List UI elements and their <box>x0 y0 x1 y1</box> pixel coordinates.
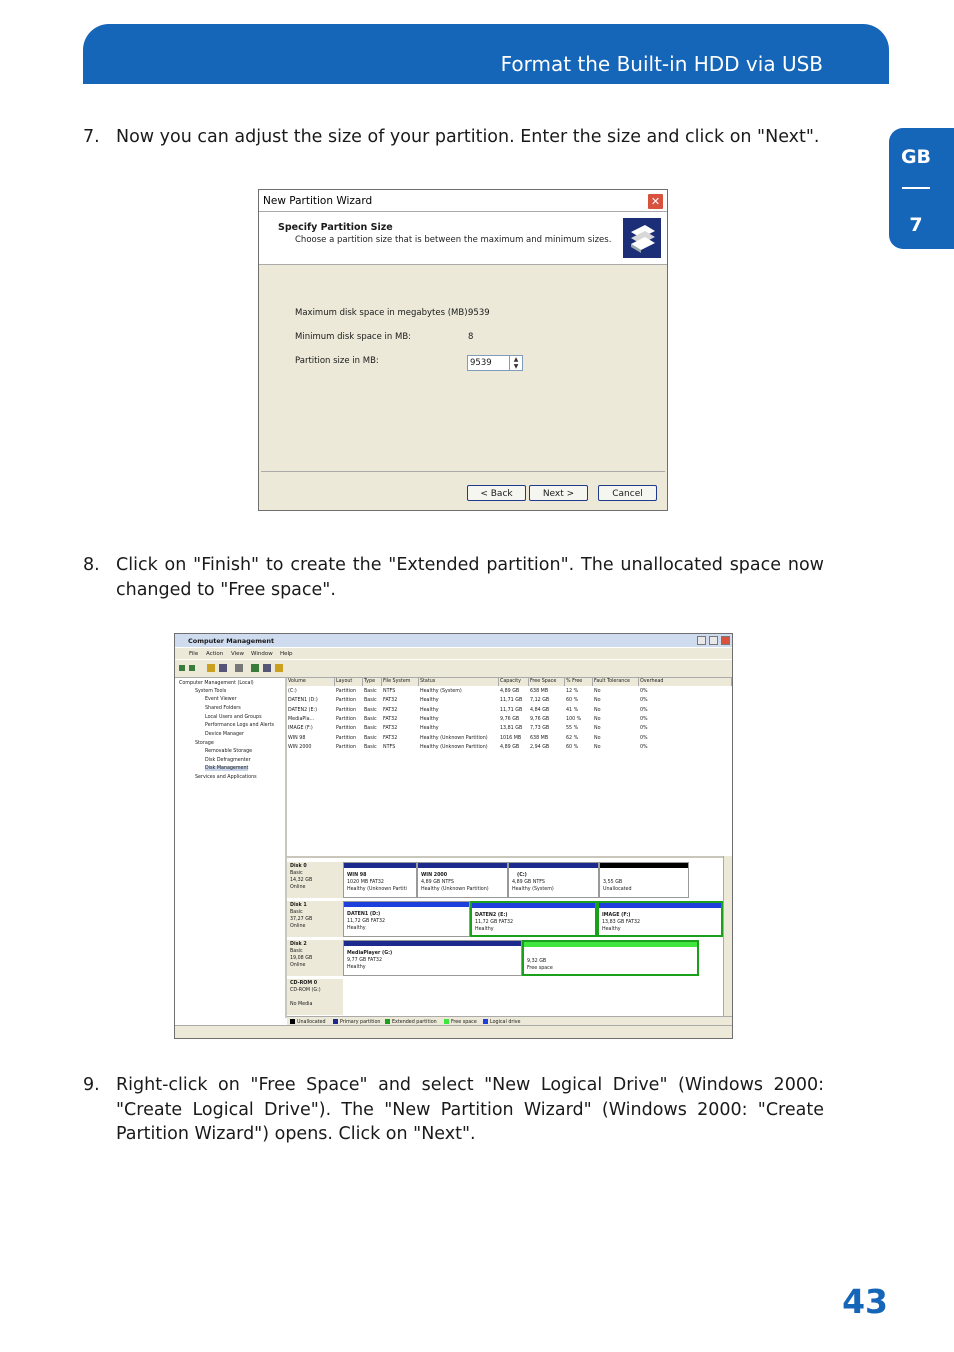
disk-name: CD-ROM 0 <box>290 981 318 986</box>
page-header <box>83 24 889 84</box>
partition-info: 11,72 GB FAT32 <box>475 920 514 925</box>
tree-item[interactable]: Performance Logs and Alerts <box>205 723 274 728</box>
partition-size-input[interactable]: 9539 <box>470 358 492 368</box>
table-cell: Healthy <box>420 698 439 704</box>
table-cell: Partition <box>336 707 356 713</box>
table-cell: 2,94 GB <box>530 744 550 750</box>
tree-item[interactable]: System Tools <box>195 689 227 694</box>
table-cell: 12 % <box>566 689 579 694</box>
table-cell: Partition <box>336 735 356 741</box>
col-header[interactable]: Overhead <box>639 678 732 686</box>
legend-swatch <box>444 1019 449 1024</box>
partition-name: (C:) <box>517 873 527 878</box>
partition-info: 11,72 GB FAT32 <box>347 919 386 924</box>
partition-bar <box>344 863 416 868</box>
table-cell: FAT32 <box>383 707 398 713</box>
partition-info: 13,83 GB FAT32 <box>602 920 641 925</box>
legend-swatch <box>333 1019 338 1024</box>
step-text: Click on "Finish" to create the "Extended partition". The unallocated space now changed to "Free space". <box>116 555 824 600</box>
col-header[interactable]: Status <box>419 678 499 686</box>
col-header[interactable]: Fault Tolerance <box>593 678 639 686</box>
partition-unallocated[interactable] <box>599 862 689 898</box>
partition-mediaplayer[interactable] <box>343 940 522 976</box>
partition-name: DATEN2 (E:) <box>475 913 508 918</box>
partition-bar <box>509 863 598 868</box>
partition-free-space[interactable] <box>522 940 699 976</box>
disk-state: No Media <box>290 1002 313 1007</box>
wizard-subheading: Choose a partition size that is between the maximum and minimum sizes. <box>295 235 612 245</box>
table-cell: Healthy <box>420 716 439 722</box>
disk-state: Online <box>290 963 306 968</box>
disk-graph <box>287 856 724 1018</box>
tree-item[interactable]: Computer Management (Local) <box>179 681 254 686</box>
table-cell: NTFS <box>383 689 396 694</box>
partition-status: Healthy (System) <box>512 887 554 892</box>
menu-help[interactable]: Help <box>280 651 293 657</box>
table-cell: 11,71 GB <box>500 698 523 704</box>
table-cell: No <box>594 744 601 750</box>
divider <box>261 471 665 472</box>
legend-label: Extended partition <box>392 1020 437 1025</box>
partition-info: 3,55 GB <box>603 880 623 885</box>
tree-item[interactable]: Local Users and Groups <box>205 715 262 720</box>
disk-size: 14,32 GB <box>290 878 313 883</box>
tree-item[interactable]: Storage <box>195 741 214 746</box>
partition-bar <box>600 863 688 868</box>
table-cell: Healthy (Unknown Partition) <box>420 735 488 741</box>
table-cell: FAT32 <box>383 726 398 732</box>
table-cell: 4,89 GB <box>500 744 520 750</box>
col-header[interactable]: Volume <box>287 678 335 686</box>
max-size-value: 9539 <box>468 308 490 318</box>
table-cell: 62 % <box>566 735 579 741</box>
col-header[interactable]: Capacity <box>499 678 529 686</box>
vertical-scrollbar[interactable] <box>723 856 732 1016</box>
min-size-label: Minimum disk space in MB: <box>295 332 412 342</box>
partition-bar <box>418 863 507 868</box>
table-cell: 11,71 GB <box>500 707 523 713</box>
disk-label-0 <box>287 862 343 898</box>
legend-swatch <box>385 1019 390 1024</box>
table-cell: 13,81 GB <box>500 726 523 732</box>
disk-label-1 <box>287 901 343 937</box>
table-cell: No <box>594 689 601 694</box>
disk-label-2 <box>287 940 343 976</box>
language-label: GB <box>900 146 932 168</box>
partition-status: Healthy (Unknown Partition) <box>421 887 489 892</box>
table-cell: No <box>594 707 601 713</box>
cm-titlebar <box>175 634 732 647</box>
close-icon[interactable] <box>721 636 730 645</box>
max-size-label: Maximum disk space in megabytes (MB): <box>295 308 471 318</box>
partition-status: Healthy <box>347 965 366 970</box>
partition-bar <box>472 903 595 908</box>
col-header[interactable]: Layout <box>335 678 363 686</box>
legend-swatch <box>483 1019 488 1024</box>
volume-table <box>287 678 732 856</box>
table-cell: FAT32 <box>383 716 398 722</box>
tree-item[interactable]: Device Manager <box>205 732 244 737</box>
partition-status: Healthy (Unknown Partiti <box>347 887 407 892</box>
page-number: 43 <box>842 1282 888 1321</box>
cm-menubar <box>175 648 732 659</box>
step-number: 7. <box>83 127 100 147</box>
table-cell: FAT32 <box>383 698 398 704</box>
table-cell: Partition <box>336 716 356 722</box>
table-cell: 7,73 GB <box>530 726 550 732</box>
step-9 <box>83 1073 824 1147</box>
table-cell: Partition <box>336 698 356 704</box>
legend-label: Logical drive <box>490 1020 521 1025</box>
table-cell: FAT32 <box>383 735 398 741</box>
tree-item[interactable]: Disk Defragmenter <box>205 758 251 763</box>
disk-stack-icon <box>623 218 661 258</box>
table-cell: DATEN1 (D:) <box>288 698 318 704</box>
partition-info: 4,89 GB NTFS <box>421 880 454 885</box>
disk-state: Online <box>290 885 306 890</box>
partition-size-label: Partition size in MB: <box>295 356 379 366</box>
disk-type: CD-ROM (G:) <box>290 988 321 993</box>
partition-info: 9,77 GB FAT32 <box>347 958 382 963</box>
chapter-number: 7 <box>909 214 923 236</box>
table-row[interactable] <box>287 698 732 706</box>
table-cell: 0% <box>640 735 648 741</box>
table-cell: 60 % <box>566 744 579 750</box>
partition-bar <box>524 942 697 947</box>
table-cell: Basic <box>364 698 377 704</box>
table-cell: 7,12 GB <box>530 698 550 704</box>
table-cell: 0% <box>640 707 648 713</box>
cm-tree <box>175 678 287 1018</box>
tree-item[interactable]: Removable Storage <box>205 749 253 754</box>
partition-bar <box>599 903 721 908</box>
partition-name: WIN 98 <box>347 873 367 878</box>
table-cell: 4,89 GB <box>500 689 520 694</box>
maximize-icon[interactable] <box>709 636 718 645</box>
col-header[interactable]: % Free <box>565 678 593 686</box>
menu-action[interactable]: Action <box>206 651 224 657</box>
tree-item-selected[interactable]: Disk Management <box>205 766 249 771</box>
wizard-titlebar <box>259 190 667 212</box>
table-cell: Healthy (Unknown Partition) <box>420 744 488 750</box>
table-cell: 0% <box>640 744 648 750</box>
table-cell: 41 % <box>566 707 579 713</box>
table-cell: 0% <box>640 716 648 722</box>
wizard-title: New Partition Wizard <box>263 195 373 207</box>
tree-item[interactable]: Event Viewer <box>205 697 237 702</box>
back-button[interactable]: < Back <box>467 485 526 501</box>
tree-item[interactable]: Shared Folders <box>205 706 241 711</box>
table-cell: Basic <box>364 735 377 741</box>
table-cell: No <box>594 735 601 741</box>
cm-toolbar <box>175 660 732 678</box>
next-button[interactable]: Next > <box>529 485 588 501</box>
partition-status: Healthy <box>602 927 621 932</box>
partition-info: 1020 MB FAT32 <box>347 880 384 885</box>
table-cell: Partition <box>336 726 356 732</box>
minimize-icon[interactable] <box>697 636 706 645</box>
disk-name: Disk 0 <box>290 864 307 869</box>
partition-name: WIN 2000 <box>421 873 448 878</box>
partition-status: Healthy <box>347 926 366 931</box>
table-cell: Healthy (System) <box>420 689 462 694</box>
col-header[interactable]: File System <box>382 678 419 686</box>
table-cell: 638 MB <box>530 735 549 741</box>
table-cell: No <box>594 726 601 732</box>
partition-daten2[interactable] <box>470 901 597 937</box>
table-cell: WIN 98 <box>288 735 306 741</box>
table-cell: 9,76 GB <box>500 716 520 722</box>
disk-name: Disk 2 <box>290 942 307 947</box>
table-cell: 0% <box>640 726 648 732</box>
disk-type: Basic <box>290 910 303 915</box>
table-cell: Basic <box>364 744 377 750</box>
table-cell: 0% <box>640 698 648 704</box>
table-row[interactable] <box>287 726 732 734</box>
wizard-heading: Specify Partition Size <box>278 222 393 233</box>
disk-state: Online <box>290 924 306 929</box>
table-cell: Partition <box>336 744 356 750</box>
cancel-button[interactable]: Cancel <box>598 485 657 501</box>
wizard-header <box>259 212 667 265</box>
legend-swatch <box>290 1019 295 1024</box>
table-row[interactable] <box>287 689 732 697</box>
table-cell: (C:) <box>288 689 297 694</box>
table-cell: 100 % <box>566 716 582 722</box>
partition-image[interactable] <box>597 901 723 937</box>
menu-view[interactable]: View <box>231 651 245 657</box>
disk-type: Basic <box>290 949 303 954</box>
col-header[interactable]: Type <box>363 678 382 686</box>
partition-info: 9,32 GB <box>527 959 547 964</box>
table-cell: 0% <box>640 689 648 694</box>
col-header[interactable]: Free Space <box>529 678 565 686</box>
menu-file[interactable]: File <box>189 651 199 657</box>
partition-status: Healthy <box>475 927 494 932</box>
partition-status: Unallocated <box>603 887 632 892</box>
tab-divider <box>902 187 930 189</box>
cm-title: Computer Management <box>188 637 275 645</box>
table-cell: 60 % <box>566 698 579 704</box>
disk-size: 19,08 GB <box>290 956 313 961</box>
legend-label: Free space <box>451 1020 477 1025</box>
table-cell: 638 MB <box>530 689 549 694</box>
table-cell: WIN 2000 <box>288 744 312 750</box>
partition-bar <box>344 902 469 907</box>
partition-daten1[interactable] <box>343 901 470 937</box>
table-row[interactable] <box>287 717 732 725</box>
partition-name: DATEN1 (D:) <box>347 912 381 917</box>
disk-label-cdrom <box>287 979 343 1015</box>
partition-status: Free space <box>527 966 553 971</box>
table-cell: DATEN2 (E:) <box>288 707 318 713</box>
step-number: 9. <box>83 1075 100 1095</box>
step-number: 8. <box>83 555 100 575</box>
table-cell: 1016 MB <box>500 735 522 741</box>
table-cell: Basic <box>364 689 377 694</box>
table-cell: NTFS <box>383 744 396 750</box>
legend-label: Unallocated <box>297 1020 326 1025</box>
menu-window[interactable]: Window <box>251 651 273 657</box>
partition-name: MediaPlayer (G:) <box>347 951 393 956</box>
partition-c[interactable] <box>508 862 599 898</box>
partition-name: IMAGE (F:) <box>602 913 631 918</box>
partition-info: 4,89 GB NTFS <box>512 880 545 885</box>
partition-win2000[interactable] <box>417 862 508 898</box>
status-bar <box>175 1025 732 1038</box>
legend-label: Primary partition <box>340 1020 381 1025</box>
partition-size-stepper[interactable] <box>467 355 523 371</box>
disk-type: Basic <box>290 871 303 876</box>
disk-size: 37,27 GB <box>290 917 313 922</box>
table-cell: Basic <box>364 716 377 722</box>
min-size-value: 8 <box>468 332 474 342</box>
table-row[interactable] <box>287 708 732 716</box>
close-icon[interactable]: ✕ <box>647 193 664 210</box>
table-cell: Healthy <box>420 726 439 732</box>
step-7 <box>83 125 824 150</box>
tree-item[interactable]: Services and Applications <box>195 775 257 780</box>
table-cell: 4,84 GB <box>530 707 550 713</box>
table-row[interactable] <box>287 736 732 744</box>
disk-name: Disk 1 <box>290 903 307 908</box>
spin-arrows-icon[interactable]: ▲ ▼ <box>509 356 522 370</box>
table-cell: No <box>594 716 601 722</box>
header-title: Format the Built-in HDD via USB <box>500 52 823 76</box>
step-8 <box>83 553 824 602</box>
partition-win98[interactable] <box>343 862 417 898</box>
table-cell: MediaPla... <box>288 716 315 722</box>
table-cell: Healthy <box>420 707 439 713</box>
table-row[interactable] <box>287 745 732 753</box>
step-text: Now you can adjust the size of your partition. Enter the size and click on "Next". <box>116 127 820 147</box>
partition-wizard-screenshot <box>258 189 668 511</box>
table-cell: Basic <box>364 707 377 713</box>
chapter-tab <box>889 128 954 249</box>
table-cell: 9,76 GB <box>530 716 550 722</box>
step-text: Right-click on "Free Space" and select "New Logical Drive" (Windows 2000: "Create Logical Drive"). The "New Partition Wizard" (Windows 2000: "Create Partition Wizard") opens. Click on "Next". <box>116 1075 824 1144</box>
table-cell: 55 % <box>566 726 579 732</box>
table-cell: IMAGE (F:) <box>288 726 313 732</box>
table-cell: No <box>594 698 601 704</box>
partition-bar <box>344 941 521 946</box>
computer-management-screenshot <box>174 633 733 1039</box>
table-cell: Partition <box>336 689 356 694</box>
table-cell: Basic <box>364 726 377 732</box>
